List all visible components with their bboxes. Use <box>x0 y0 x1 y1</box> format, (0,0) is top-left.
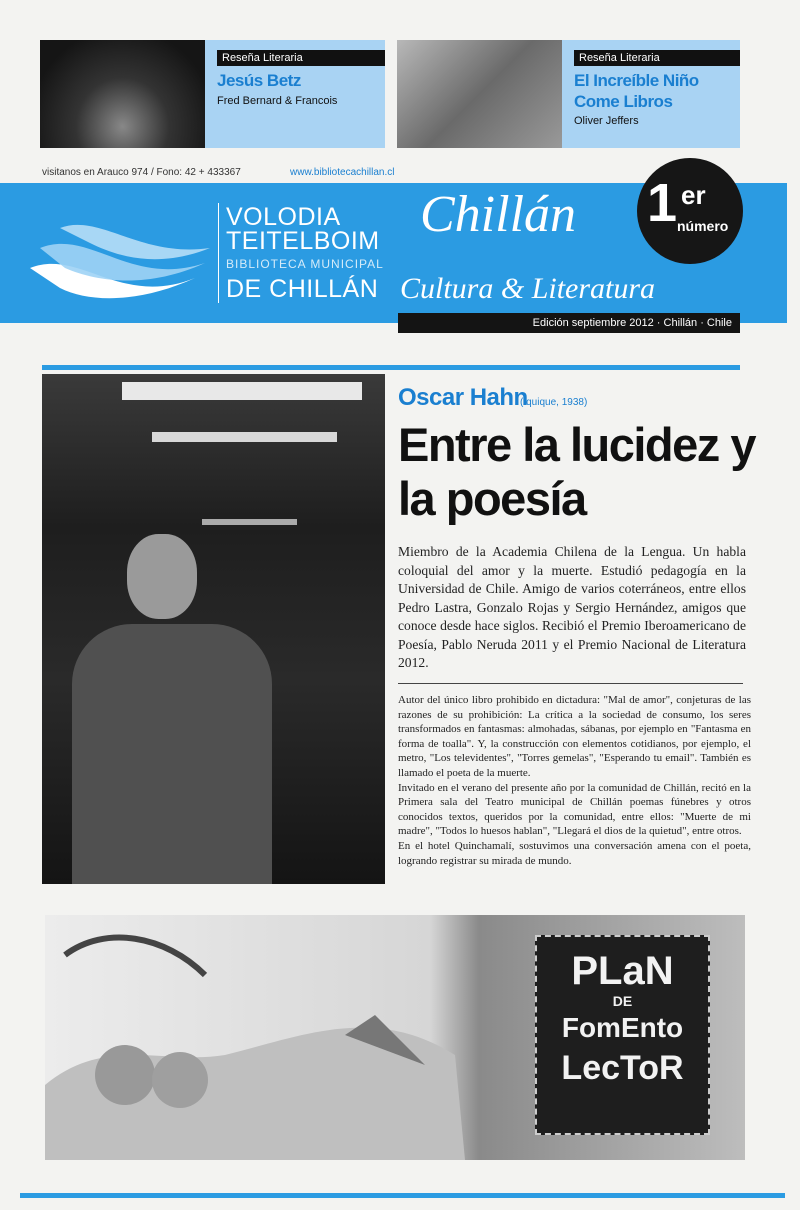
masthead-title-chillan: Chillán <box>420 186 577 243</box>
article-paragraph: Autor del único libro prohibido en dictadura: "Mal de amor", conjeturas de las razones de su prohibición: La crítica a la sociedad de consumo, los seres transformados en fantasmas: almohadas, sábanas, por ejemplo en "Fantasma en forma de toalla". Y, la construcción con elementos cotidianos, por ejemplo, el metro, "Los televidentes", "Torres gemelas", "Esperando tu email". También es llamado el poeta de la muerte. <box>398 694 751 779</box>
review-author: Oliver Jeffers <box>574 115 639 127</box>
review-title: El Increíble Niño Come Libros <box>574 71 699 111</box>
article-paragraph: En el hotel Quinchamalí, sostuvimos una conversación amena con el poeta, logrando registrar su mirada de mundo. <box>398 839 751 867</box>
library-name-1: VOLODIA <box>226 203 341 231</box>
library-logo-icon <box>20 208 215 303</box>
article-paragraph: Invitado en el verano del presente año por la comunidad de Chillán, recitó en la Primera sala del Teatro municipal de Chillán poemas fúnebres y otros conocidos textos, queridos por la comunidad, entre ellos: "Muerte de mi madre", "Todos lo huesos hablan", "Llegará el dios de la quietud", entre otros. <box>398 781 751 838</box>
logo-line-4: LecToR <box>561 1049 684 1087</box>
article-headline: Entre la lucidez y la poesía <box>398 418 755 525</box>
article-body <box>398 693 751 868</box>
website-link[interactable]: www.bibliotecachillan.cl <box>290 167 395 178</box>
review-card-nino-come-libros[interactable] <box>397 40 740 148</box>
review-card-jesus-betz[interactable] <box>40 40 385 148</box>
edition-bar: Edición septiembre 2012 · Chillán · Chile <box>398 313 740 333</box>
contact-address: visitanos en Arauco 974 / Fono: 42 + 433367 <box>42 167 241 178</box>
article-author-note: (Iquique, 1938) <box>520 397 588 408</box>
divider <box>42 365 740 370</box>
logo-line-3: FomEnto <box>561 1012 684 1043</box>
article-author: Oscar Hahn <box>398 384 528 411</box>
plan-fomento-lector-logo <box>535 935 710 1135</box>
masthead-title-cultura: Cultura & Literatura <box>400 272 656 305</box>
review-tag: Reseña Literaria <box>574 50 740 66</box>
divider <box>398 683 743 684</box>
logo-line-1: PLaN <box>571 949 674 993</box>
footer-divider <box>20 1193 785 1198</box>
logo-line-2: DE <box>612 993 633 1009</box>
article-lead: Miembro de la Academia Chilena de la Lengua. Un habla coloquial del amor y la muerte. Estudió pedagogía en la Universidad de Chile. Amigo de varios coterráneos, entre ellos Pedro Lastra, Gonzalo Rojas y Sergio Hernández, amigos que conoce desde hace siglos. Recibió el Premio Iberoamericano de Poesía, Pablo Neruda 2011 y el Premio Nacional de Literatura 2012. <box>398 544 746 670</box>
issue-sup: er <box>681 180 706 210</box>
review-tag: Reseña Literaria <box>217 50 385 66</box>
library-city: DE CHILLÁN <box>226 275 379 303</box>
library-subtitle: BIBLIOTECA MUNICIPAL <box>226 257 384 271</box>
issue-number: 1 <box>647 173 678 233</box>
library-name-2: TEITELBOIM <box>226 227 380 255</box>
plan-fomento-illustration <box>45 915 745 1160</box>
review-author: Fred Bernard & Francois <box>217 95 338 107</box>
review-title: Jesús Betz <box>217 71 301 90</box>
review-photo <box>40 40 205 148</box>
author-photo <box>42 374 385 884</box>
issue-word: número <box>677 218 729 234</box>
issue-badge <box>637 158 743 264</box>
review-illustration <box>397 40 562 148</box>
children-reading-illustration-icon <box>45 915 465 1160</box>
